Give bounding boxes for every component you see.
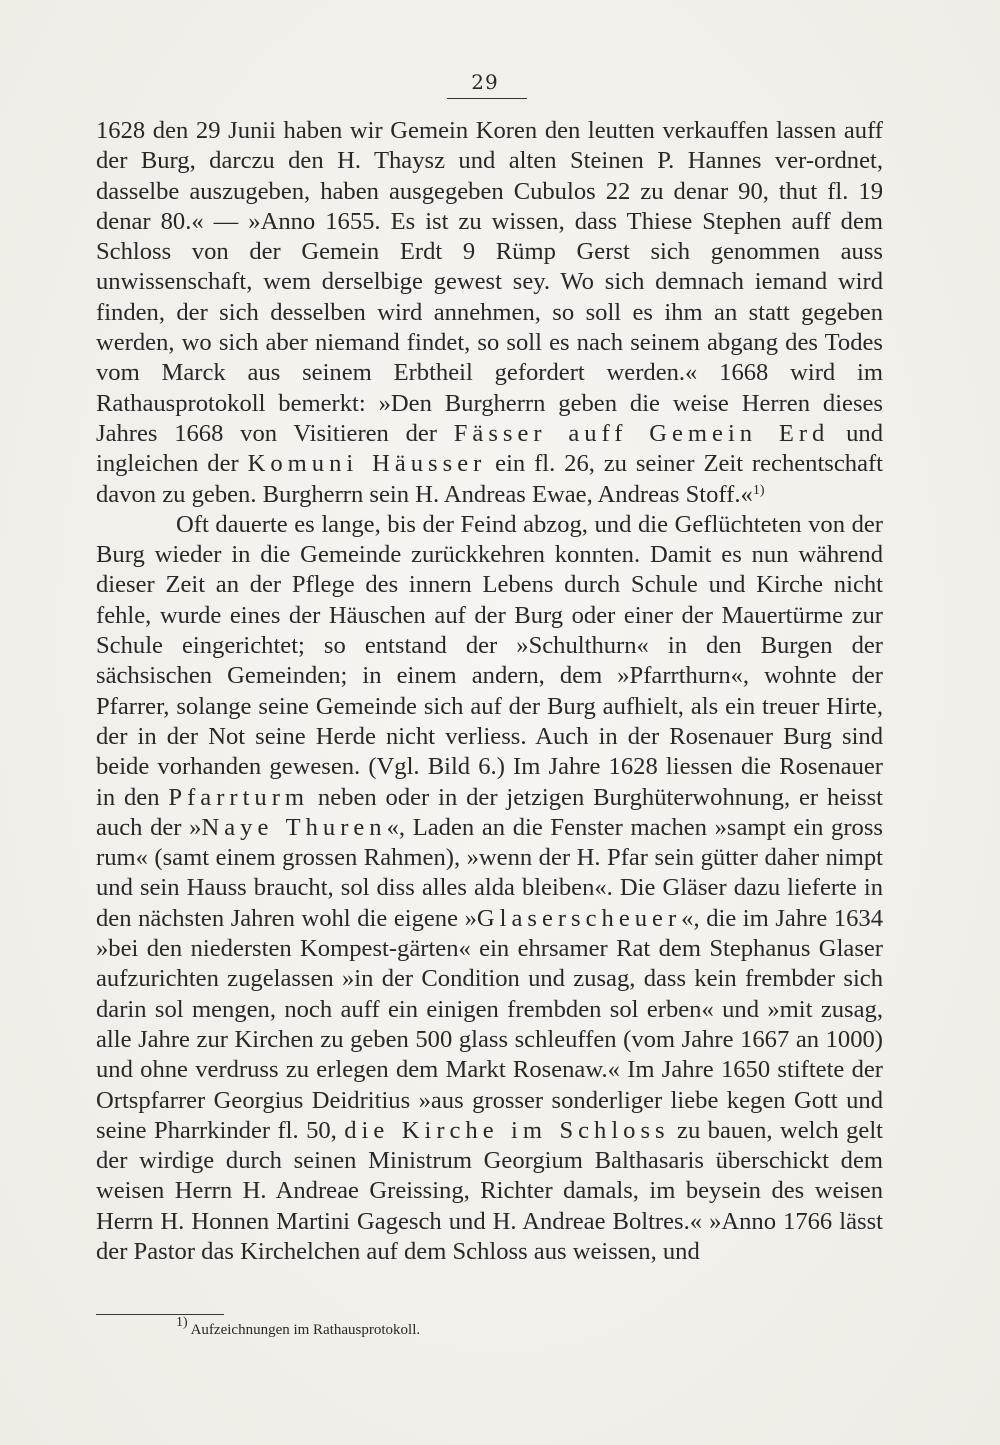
spaced-emphasis: die Kirche im Schloss (344, 1116, 670, 1144)
text-run: ein fl. 26, zu seiner Zeit rechentschaft davon zu geben. Burgherrn sein H. Andreas Ewae, Andreas Stoff.« (96, 450, 884, 508)
text-run: und ingleichen der (96, 419, 883, 478)
footnote-text: Aufzeichnungen im Rathausprotokoll. (187, 1322, 421, 1338)
page-number: 29 (471, 70, 499, 94)
paragraph-2 (96, 510, 883, 1267)
text-run: «, Laden an die Fenster machen »sampt ein gross rum« (samt einem grossen Rahmen), »wenn der H. Pfar sein gütter daher nimpt und sein Hauss braucht, sol diss alles alda bleiben«. Die Gläser dazu lieferte in den nächsten Jahren wohl die eigene » (96, 813, 883, 932)
footnote-rule (96, 1314, 224, 1315)
spaced-emphasis: Pfarrturm (168, 783, 310, 811)
text-run: neben oder in der jetzigen Burghüterwohnung, er heisst auch der » (96, 783, 884, 841)
footnote-mark: 1) (176, 1315, 188, 1330)
text-run: Oft dauerte es lange, bis der Feind abzog, und die Geflüchteten von der Burg wieder in die Gemeinde zurückkehren konnten. Damit es nun während dieser Zeit an der Pflege des innern Lebens durch Schule und Kirche nicht fehle, wurde eines der Häuschen auf der Burg oder einer der Mauertürme zur Schule eingerichtet; so entstand der »Schulthurn« in den Burgen der sächsischen Gemeinden; in einem andern, dem »Pfarrthurn«, wohnte der Pfarrer, solange seine Gemeinde sich auf der Burg aufhielt, als ein treuer Hirte, der in der Not seine Herde nicht verliess. Auch in der Rosenauer Burg sind beide vorhanden gewesen. (Vgl. Bild 6.) Im Jahre 1628 liessen die Rosenauer in den (96, 510, 883, 811)
footnote (176, 1315, 421, 1339)
body-text (96, 116, 883, 1267)
text-run: 1628 den 29 Junii haben wir Gemein Koren den leutten verkauffen lassen auff der Burg, darczu den H. Thaysz und alten Steinen P. Hannes ver-ordnet, dasselbe auszugeben, haben ausgegeben Cubulos 22 zu denar 90, thut fl. 19 denar 80.« — »Anno 1655. Es ist zu wissen, dass Thiese Stephen auff dem Schloss von der Gemein Erdt 9 Rümp Gerst sich genommen auss unwissenschaft, wem derselbige gewest sey. Wo sich demnach iemand wird finden, der sich desselben wird annehmen, so soll es ihm an statt gegeben werden, wo sich aber niemand findet, so soll es nach seinem abgang des Todes vom Marck aus seinem Erbtheil gefordert werden.« 1668 wird im Rathausprotokoll bemerkt: »Den Burgherrn geben die weise Herren dieses Jahres 1668 von Visitieren der (96, 117, 883, 447)
spaced-emphasis: Glaserscheuer (476, 904, 682, 932)
text-run: «, die im Jahre 1634 »bei den niedersten Kompest-gärten« ein ehrsamer Rat dem Stephanus Glaser aufzurichten zugelassen »in der Condition und zusag, dass kein frembder sich darin sol mengen, noch auff ein einigen frembden sol erben« und »mit zusag, alle Jahre zur Kirchen zu geben 500 glass schleuffen (vom Jahre 1667 an 1000) und ohne verdruss zu erlegen dem Markt Rosenaw.« Im Jahre 1650 stiftete der Ortspfarrer Georgius Deidritius »aus grosser sonderliger liebe kegen Gott und seine Pharrkinder fl. 50, (96, 904, 883, 1144)
spaced-emphasis: Fässer auff Gemein Erd (453, 419, 830, 447)
page-number-rule (447, 98, 527, 99)
text-run: zu bauen, welch gelt der wirdige durch seinen Ministrum Georgium Balthasaris überschickt dem weisen Herrn H. Andreae Greissing, Richter damals, im beysein des weisen Herrn H. Honnen Martini Gagesch und H. Andreae Boltres.« »Anno 1766 lässt der Pastor das Kirchelchen auf dem Schloss aus weissen, und (96, 1116, 883, 1265)
paragraph-1 (96, 116, 883, 510)
footnote-reference[interactable]: 1) (752, 482, 765, 498)
spaced-emphasis: Komuni Häusser (247, 450, 487, 478)
spaced-emphasis: Naye Thuren (201, 813, 387, 841)
